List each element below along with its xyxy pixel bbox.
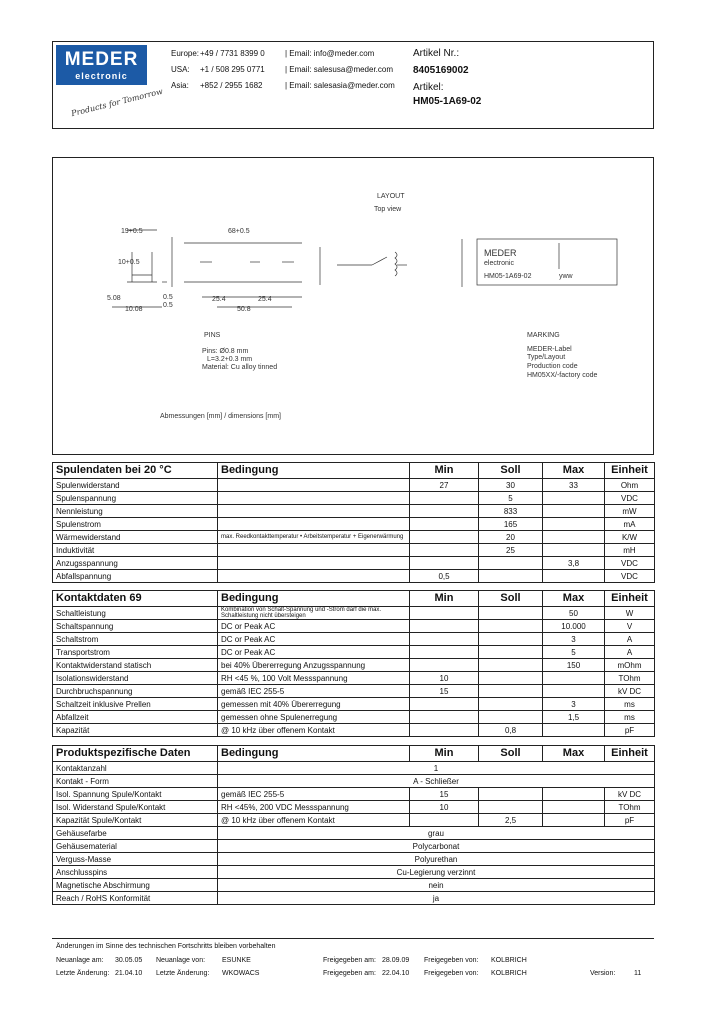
param-value: 1 [218,762,655,775]
coil-data-table [52,462,655,583]
table-row [53,879,655,892]
layout-title: LAYOUT [377,193,405,200]
param-name: Schaltzeit inklusive Prellen [53,698,218,711]
label-code: yww [559,273,573,280]
table-row [53,607,655,620]
table-row [53,801,655,814]
param-name: Spulenstrom [53,518,218,531]
contact-email-asia[interactable]: | Email: salesasia@meder.com [285,81,395,90]
param-condition: gemessen mit 40% Übererregung [218,698,410,711]
param-max [543,724,605,737]
table-row [53,698,655,711]
param-unit: VDC [605,570,655,583]
layout-subtitle: Top view [374,206,402,213]
param-unit: W [605,607,655,620]
param-max: 3,8 [543,557,605,570]
param-max [543,505,605,518]
param-value: Cu-Legierung verzinnt [218,866,655,879]
param-condition: bei 40% Übererregung Anzugsspannung [218,659,410,672]
param-max [543,492,605,505]
param-max [543,531,605,544]
param-max [543,685,605,698]
table-row [53,685,655,698]
param-condition [218,544,410,557]
param-soll [479,685,543,698]
param-condition: DC or Peak AC [218,633,410,646]
freigegeben-am-label: Freigegeben am: [323,957,376,964]
param-max [543,814,605,827]
pins-line-1: Pins: Ø0.8 mm [202,348,249,355]
param-min: 10 [410,801,479,814]
dim-pin-small2: 0.5 [163,302,173,309]
param-unit: VDC [605,557,655,570]
param-soll: 30 [479,479,543,492]
param-unit: mH [605,544,655,557]
marking-line-3: Production code [527,363,578,370]
param-unit: ms [605,698,655,711]
param-name: Transportstrom [53,646,218,659]
param-condition: @ 10 kHz über offenem Kontakt [218,814,410,827]
letzte-von-label: Letzte Änderung: [156,970,210,977]
param-soll [479,801,543,814]
param-max [543,801,605,814]
param-value: A - Schließer [218,775,655,788]
param-max: 50 [543,607,605,620]
param-value: grau [218,827,655,840]
footer-divider [52,938,654,939]
col-header-max: Max [543,463,605,479]
table-row [53,892,655,905]
param-min [410,724,479,737]
param-condition [218,570,410,583]
param-unit: TOhm [605,672,655,685]
col-header-min: Min [410,591,479,607]
param-condition: DC or Peak AC [218,620,410,633]
table-row [53,788,655,801]
param-max: 1,5 [543,711,605,724]
param-condition: gemäß IEC 255-5 [218,788,410,801]
table-row [53,814,655,827]
col-header-condition: Bedingung [218,463,410,479]
table-row [53,544,655,557]
freigegeben-von2-label: Freigegeben von: [424,970,479,977]
param-name: Anzugsspannung [53,557,218,570]
table-row [53,557,655,570]
param-condition: Kombination von Schalt-Spannung und -Strom darf die max. Schaltleistung nicht übersteigen [218,607,410,620]
param-name: Gehäusefarbe [53,827,218,840]
param-name: Schaltspannung [53,620,218,633]
param-condition: RH <45%, 200 VDC Messspannung [218,801,410,814]
param-unit: kV DC [605,685,655,698]
param-unit: mOhm [605,659,655,672]
technical-drawing [52,157,654,455]
param-max [543,672,605,685]
col-header-unit: Einheit [605,463,655,479]
contact-email-europe[interactable]: | Email: info@meder.com [285,49,375,58]
freigegeben-am: 28.09.09 [382,957,410,964]
param-min [410,814,479,827]
param-min [410,620,479,633]
param-name: Isolationswiderstand [53,672,218,685]
param-condition: gemessen ohne Spulenerregung [218,711,410,724]
param-max: 150 [543,659,605,672]
artikel-nr-value: 8405169002 [413,65,469,76]
label-brand: MEDER [484,248,517,258]
param-name: Isol. Spannung Spule/Kontakt [53,788,218,801]
param-soll [479,607,543,620]
col-header-min: Min [410,463,479,479]
neuanlage-von: ESUNKE [222,957,251,964]
param-max [543,788,605,801]
table-row [53,633,655,646]
param-max: 33 [543,479,605,492]
param-unit: K/W [605,531,655,544]
param-condition: max. Reedkontakttemperatur • Arbeitstemperatur + Eigenerwärmung [218,531,410,544]
param-name: Reach / RoHS Konformität [53,892,218,905]
table-row [53,531,655,544]
neuanlage-date: 30.05.05 [115,957,143,964]
param-name: Kontakt - Form [53,775,218,788]
param-condition [218,505,410,518]
param-soll [479,711,543,724]
param-min [410,505,479,518]
table-row [53,492,655,505]
param-unit: mA [605,518,655,531]
param-min: 0,5 [410,570,479,583]
param-name: Gehäusematerial [53,840,218,853]
contact-region-europe: Europe: [171,49,200,58]
letzte-von: WKOWACS [222,970,260,977]
param-condition [218,557,410,570]
param-min: 15 [410,788,479,801]
param-name: Schaltleistung [53,607,218,620]
label-type: HM05-1A69-02 [484,273,532,280]
param-unit: Ohm [605,479,655,492]
param-soll [479,620,543,633]
pins-title: PINS [204,332,221,339]
param-unit: pF [605,814,655,827]
param-name: Abfallzeit [53,711,218,724]
param-unit: V [605,620,655,633]
param-name: Spulenwiderstand [53,479,218,492]
contact-region-asia: Asia: [171,81,189,90]
pins-line-3: Material: Cu alloy tinned [202,364,278,371]
param-min [410,711,479,724]
param-min [410,531,479,544]
col-header-soll: Soll [479,746,543,762]
table-title: Produktspezifische Daten [53,746,218,762]
param-min [410,659,479,672]
param-soll: 2,5 [479,814,543,827]
param-condition: DC or Peak AC [218,646,410,659]
param-name: Abfallspannung [53,570,218,583]
table-row [53,479,655,492]
dim-height: 10+0.5 [118,259,140,266]
table-row [53,762,655,775]
pins-line-2: L=3.2+0.3 mm [207,356,253,363]
param-name: Anschlusspins [53,866,218,879]
table-row [53,840,655,853]
contact-region-usa: USA: [171,65,190,74]
table-title: Kontaktdaten 69 [53,591,218,607]
freigegeben-von-label: Freigegeben von: [424,957,479,964]
freigegeben-von2: KOLBRICH [491,970,527,977]
marking-line-4: HM05XX/-factory code [527,372,598,379]
param-soll: 0,8 [479,724,543,737]
marking-title: MARKING [527,332,560,339]
col-header-unit: Einheit [605,746,655,762]
param-soll [479,646,543,659]
version-value: 11 [634,970,642,977]
slogan: Products for Tomorrow [70,86,164,119]
table-row [53,724,655,737]
param-name: Schaltstrom [53,633,218,646]
param-min: 15 [410,685,479,698]
param-max [543,570,605,583]
param-name: Durchbruchspannung [53,685,218,698]
contact-data-table [52,590,655,737]
col-header-condition: Bedingung [218,591,410,607]
param-soll [479,570,543,583]
dim-pin-pos: 5.08 [107,295,121,302]
param-unit: kV DC [605,788,655,801]
table-row [53,518,655,531]
table-row [53,853,655,866]
table-row [53,866,655,879]
meder-logo [56,45,147,85]
table-row [53,646,655,659]
param-name: Verguss-Masse [53,853,218,866]
param-condition: RH <45 %, 100 Volt Messspannung [218,672,410,685]
contact-phone-europe: +49 / 7731 8399 0 [200,49,265,58]
param-value: ja [218,892,655,905]
freigegeben-von: KOLBRICH [491,957,527,964]
param-name: Kapazität Spule/Kontakt [53,814,218,827]
dim-width: 19+0.5 [121,228,143,235]
param-soll: 20 [479,531,543,544]
table-title: Spulendaten bei 20 °C [53,463,218,479]
param-min [410,633,479,646]
param-unit: A [605,633,655,646]
contact-email-usa[interactable]: | Email: salesusa@meder.com [285,65,394,74]
param-soll: 25 [479,544,543,557]
dim-lower: 10.08 [125,306,143,313]
param-min [410,698,479,711]
param-name: Kontaktwiderstand statisch [53,659,218,672]
param-unit: ms [605,711,655,724]
version-label: Version: [590,970,616,977]
param-soll [479,633,543,646]
freigegeben-am2: 22.04.10 [382,970,410,977]
param-unit: A [605,646,655,659]
col-header-soll: Soll [479,591,543,607]
col-header-soll: Soll [479,463,543,479]
param-value: nein [218,879,655,892]
col-header-max: Max [543,746,605,762]
table-row [53,505,655,518]
param-soll: 5 [479,492,543,505]
param-max [543,518,605,531]
param-name: Induktivität [53,544,218,557]
param-unit: VDC [605,492,655,505]
param-name: Kontaktanzahl [53,762,218,775]
param-min: 27 [410,479,479,492]
marking-line-1: MEDER-Label [527,346,572,353]
dim-pitch1: 25.4 [212,296,226,303]
param-name: Kapazität [53,724,218,737]
param-condition: @ 10 kHz über offenem Kontakt [218,724,410,737]
logo-text: MEDER [64,49,139,70]
table-row [53,659,655,672]
logo-subtext: electronic [75,71,128,81]
dim-pitch2: 25.4 [258,296,272,303]
col-header-max: Max [543,591,605,607]
dim-total: 50.8 [237,306,251,313]
param-min [410,544,479,557]
param-max: 5 [543,646,605,659]
table-row [53,775,655,788]
param-soll [479,698,543,711]
param-soll [479,788,543,801]
artikel-label: Artikel: [413,82,444,93]
dimensions-note: Abmessungen [mm] / dimensions [mm] [160,413,281,420]
label-brand2: electronic [484,260,514,267]
param-min [410,557,479,570]
contact-phone-asia: +852 / 2955 1682 [200,81,263,90]
param-max: 10.000 [543,620,605,633]
param-condition [218,492,410,505]
freigegeben-am2-label: Freigegeben am: [323,970,376,977]
param-name: Spulenspannung [53,492,218,505]
param-name: Magnetische Abschirmung [53,879,218,892]
param-max: 3 [543,633,605,646]
letzte-label: Letzte Änderung: [56,970,110,977]
footer-note: Änderungen im Sinne des technischen Fortschritts bleiben vorbehalten [56,943,276,950]
dim-length: 68+0.5 [228,228,250,235]
table-row [53,672,655,685]
table-row [53,827,655,840]
param-name: Nennleistung [53,505,218,518]
param-value: Polyurethan [218,853,655,866]
table-row [53,620,655,633]
param-min [410,518,479,531]
param-value: Polycarbonat [218,840,655,853]
param-soll: 833 [479,505,543,518]
col-header-min: Min [410,746,479,762]
product-data-table [52,745,655,905]
dim-pin-small: 0.5 [163,294,173,301]
param-soll [479,557,543,570]
marking-line-2: Type/Layout [527,354,566,361]
param-name: Wärmewiderstand [53,531,218,544]
table-row [53,711,655,724]
letzte-date: 21.04.10 [115,970,143,977]
param-unit: TOhm [605,801,655,814]
param-max [543,544,605,557]
artikel-value: HM05-1A69-02 [413,96,482,107]
table-row [53,570,655,583]
col-header-condition: Bedingung [218,746,410,762]
neuanlage-von-label: Neuanlage von: [156,957,206,964]
artikel-nr-label: Artikel Nr.: [413,48,460,59]
param-condition [218,479,410,492]
param-soll: 165 [479,518,543,531]
contact-phone-usa: +1 / 508 295 0771 [200,65,265,74]
param-min [410,646,479,659]
param-condition: gemäß IEC 255-5 [218,685,410,698]
col-header-unit: Einheit [605,591,655,607]
param-min [410,607,479,620]
param-max: 3 [543,698,605,711]
param-soll [479,672,543,685]
neuanlage-label: Neuanlage am: [56,957,104,964]
param-unit: mW [605,505,655,518]
param-min: 10 [410,672,479,685]
param-unit: pF [605,724,655,737]
param-soll [479,659,543,672]
param-min [410,492,479,505]
param-name: Isol. Widerstand Spule/Kontakt [53,801,218,814]
param-condition [218,518,410,531]
